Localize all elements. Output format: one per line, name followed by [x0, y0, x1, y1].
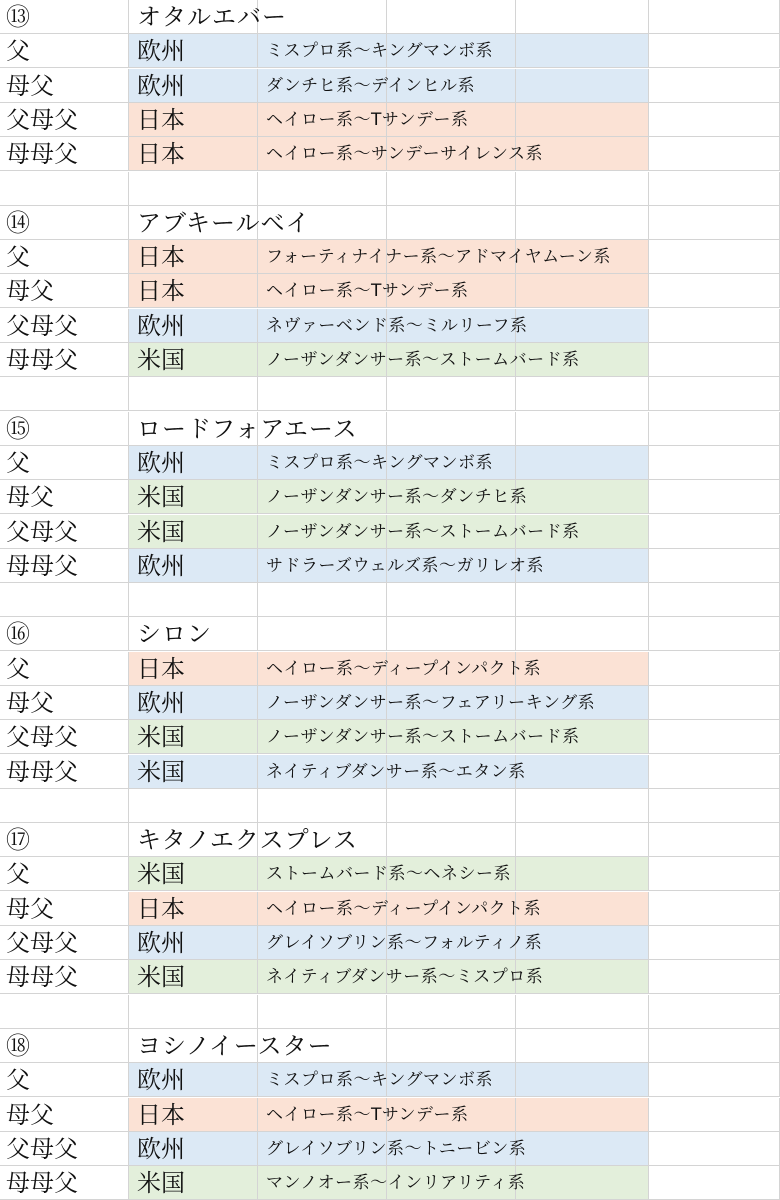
grid-cell[interactable]	[649, 69, 780, 103]
grid-cell[interactable]	[649, 240, 780, 274]
horse-name: ロードフォアエース	[137, 415, 358, 443]
pedigree-row	[0, 137, 780, 171]
pedigree-role: 父母父	[6, 312, 78, 340]
grid-cell[interactable]	[516, 995, 649, 1029]
grid-cell[interactable]	[649, 343, 780, 377]
horse-header-row	[0, 617, 780, 651]
grid-cell[interactable]	[258, 377, 387, 411]
lineage-label: ヘイロー系〜Tサンデー系	[266, 1105, 469, 1125]
lineage-label: ネヴァーベンド系〜ミルリーフ系	[266, 316, 528, 336]
pedigree-row	[0, 446, 780, 480]
region-label: 欧州	[137, 72, 185, 100]
grid-cell[interactable]	[387, 377, 516, 411]
pedigree-row	[0, 1098, 780, 1132]
lineage-label: サドラーズウェルズ系〜ガリレオ系	[266, 556, 544, 576]
horse-name: ヨシノイースター	[137, 1032, 333, 1060]
horse-name: キタノエクスプレス	[137, 826, 358, 854]
grid-cell[interactable]	[516, 583, 649, 617]
pedigree-role: 父母父	[6, 723, 78, 751]
grid-cell[interactable]	[649, 755, 780, 789]
horse-number: ⑮	[6, 415, 30, 443]
grid-cell[interactable]	[387, 995, 516, 1029]
grid-cell[interactable]	[129, 377, 258, 411]
pedigree-row	[0, 857, 780, 891]
region-label: 日本	[137, 1101, 185, 1129]
grid-cell[interactable]	[516, 274, 649, 308]
grid-cell[interactable]	[387, 617, 516, 651]
pedigree-role: 父	[6, 860, 30, 888]
grid-cell[interactable]	[129, 172, 258, 206]
lineage-label: ダンチヒ系〜デインヒル系	[266, 76, 475, 96]
pedigree-row	[0, 1166, 780, 1200]
grid-cell[interactable]	[649, 480, 780, 514]
pedigree-role: 父	[6, 449, 30, 477]
grid-cell[interactable]	[649, 515, 780, 549]
grid-cell[interactable]	[649, 1166, 780, 1200]
pedigree-role: 父	[6, 243, 30, 271]
grid-cell[interactable]	[387, 789, 516, 823]
pedigree-role: 母父	[6, 72, 54, 100]
region-label: 欧州	[137, 929, 185, 957]
grid-cell[interactable]	[516, 377, 649, 411]
grid-cell[interactable]	[0, 172, 129, 206]
grid-cell[interactable]	[129, 789, 258, 823]
grid-cell[interactable]	[516, 0, 649, 34]
lineage-label: ミスプロ系〜キングマンボ系	[266, 453, 493, 473]
pedigree-row	[0, 960, 780, 994]
pedigree-row	[0, 240, 780, 274]
pedigree-role: 母父	[6, 483, 54, 511]
grid-cell[interactable]	[129, 583, 258, 617]
lineage-label: ミスプロ系〜キングマンボ系	[266, 1070, 493, 1090]
grid-cell[interactable]	[516, 480, 649, 514]
grid-cell[interactable]	[516, 172, 649, 206]
pedigree-row	[0, 892, 780, 926]
horse-header-row	[0, 206, 780, 240]
region-label: 米国	[137, 518, 185, 546]
pedigree-role: 父	[6, 37, 30, 65]
grid-cell[interactable]	[516, 103, 649, 137]
grid-cell[interactable]	[387, 172, 516, 206]
pedigree-row	[0, 1063, 780, 1097]
spacer-row	[0, 995, 780, 1029]
grid-cell[interactable]	[516, 789, 649, 823]
grid-cell[interactable]	[387, 1029, 516, 1063]
grid-cell[interactable]	[516, 617, 649, 651]
grid-cell[interactable]	[649, 274, 780, 308]
pedigree-role: 母母父	[6, 1169, 78, 1197]
spacer-row	[0, 583, 780, 617]
pedigree-row	[0, 480, 780, 514]
pedigree-role: 父母父	[6, 106, 78, 134]
lineage-label: ネイティブダンサー系〜ミスプロ系	[266, 967, 544, 987]
lineage-label: ノーザンダンサー系〜ストームバード系	[266, 727, 580, 747]
pedigree-role: 父	[6, 1066, 30, 1094]
grid-cell[interactable]	[649, 1132, 780, 1166]
region-label: 欧州	[137, 312, 185, 340]
grid-cell[interactable]	[649, 857, 780, 891]
grid-cell[interactable]	[649, 926, 780, 960]
lineage-label: ヘイロー系〜Tサンデー系	[266, 110, 469, 130]
grid-cell[interactable]	[516, 69, 649, 103]
pedigree-row	[0, 34, 780, 68]
lineage-label: ノーザンダンサー系〜ダンチヒ系	[266, 487, 528, 507]
grid-cell[interactable]	[387, 823, 516, 857]
grid-cell[interactable]	[649, 309, 780, 343]
lineage-label: ミスプロ系〜キングマンボ系	[266, 41, 493, 61]
lineage-label: ヘイロー系〜ディープインパクト系	[266, 899, 542, 919]
horse-header-row	[0, 823, 780, 857]
pedigree-row	[0, 69, 780, 103]
pedigree-row	[0, 343, 780, 377]
pedigree-row	[0, 515, 780, 549]
region-label: 欧州	[137, 1135, 185, 1163]
lineage-label: ヘイロー系〜ディープインパクト系	[266, 659, 542, 679]
region-label: 米国	[137, 346, 185, 374]
grid-cell[interactable]	[516, 1098, 649, 1132]
grid-cell[interactable]	[649, 1098, 780, 1132]
grid-cell[interactable]	[387, 412, 516, 446]
region-label: 米国	[137, 758, 185, 786]
grid-cell[interactable]	[649, 892, 780, 926]
grid-cell[interactable]	[649, 446, 780, 480]
pedigree-row	[0, 274, 780, 308]
lineage-label: ヘイロー系〜サンデーサイレンス系	[266, 144, 544, 164]
region-label: 欧州	[137, 552, 185, 580]
grid-cell[interactable]	[649, 0, 780, 34]
pedigree-role: 母母父	[6, 346, 78, 374]
spacer-row	[0, 377, 780, 411]
grid-cell[interactable]	[649, 549, 780, 583]
region-label: 日本	[137, 243, 185, 271]
pedigree-row	[0, 309, 780, 343]
lineage-label: ノーザンダンサー系〜フェアリーキング系	[266, 693, 596, 713]
grid-cell[interactable]	[516, 34, 649, 68]
pedigree-role: 母母父	[6, 140, 78, 168]
region-label: 米国	[137, 723, 185, 751]
grid-cell[interactable]	[516, 309, 649, 343]
region-label: 日本	[137, 140, 185, 168]
pedigree-row	[0, 652, 780, 686]
grid-cell[interactable]	[258, 789, 387, 823]
pedigree-role: 母父	[6, 277, 54, 305]
region-label: 日本	[137, 655, 185, 683]
pedigree-row	[0, 103, 780, 137]
horse-name: シロン	[137, 620, 212, 648]
horse-header-row	[0, 1029, 780, 1063]
horse-header-row	[0, 0, 780, 34]
grid-cell[interactable]	[516, 412, 649, 446]
horse-name: アブキールベイ	[137, 209, 311, 237]
grid-cell[interactable]	[0, 789, 129, 823]
grid-cell[interactable]	[516, 1063, 649, 1097]
lineage-label: ネイティブダンサー系〜エタン系	[266, 762, 526, 782]
pedigree-row	[0, 1132, 780, 1166]
region-label: 米国	[137, 963, 185, 991]
grid-cell[interactable]	[649, 34, 780, 68]
grid-cell[interactable]	[516, 206, 649, 240]
grid-cell[interactable]	[387, 0, 516, 34]
region-label: 米国	[137, 860, 185, 888]
grid-cell[interactable]	[516, 1132, 649, 1166]
pedigree-role: 父母父	[6, 518, 78, 546]
lineage-label: ノーザンダンサー系〜ストームバード系	[266, 350, 580, 370]
pedigree-role: 母父	[6, 1101, 54, 1129]
pedigree-row	[0, 720, 780, 754]
region-label: 日本	[137, 895, 185, 923]
grid-cell[interactable]	[258, 583, 387, 617]
pedigree-row	[0, 686, 780, 720]
grid-cell[interactable]	[0, 995, 129, 1029]
grid-cell[interactable]	[649, 995, 780, 1029]
spacer-row	[0, 789, 780, 823]
grid-cell[interactable]	[0, 583, 129, 617]
spacer-row	[0, 172, 780, 206]
grid-cell[interactable]	[516, 1166, 649, 1200]
pedigree-role: 母母父	[6, 552, 78, 580]
horse-number: ⑬	[6, 3, 30, 31]
grid-cell[interactable]	[649, 686, 780, 720]
grid-cell[interactable]	[387, 583, 516, 617]
grid-cell[interactable]	[649, 412, 780, 446]
grid-cell[interactable]	[258, 995, 387, 1029]
pedigree-role: 父母父	[6, 1135, 78, 1163]
pedigree-row	[0, 755, 780, 789]
grid-cell[interactable]	[516, 823, 649, 857]
grid-cell[interactable]	[649, 652, 780, 686]
grid-cell[interactable]	[649, 617, 780, 651]
grid-cell[interactable]	[649, 720, 780, 754]
pedigree-role: 父母父	[6, 929, 78, 957]
pedigree-role: 母父	[6, 689, 54, 717]
grid-cell[interactable]	[516, 857, 649, 891]
lineage-label: ストームバード系〜ヘネシー系	[266, 864, 511, 884]
horse-number: ⑯	[6, 620, 30, 648]
region-label: 日本	[137, 106, 185, 134]
region-label: 欧州	[137, 37, 185, 65]
horse-name: オタルエバー	[137, 3, 287, 31]
region-label: 欧州	[137, 449, 185, 477]
grid-cell[interactable]	[516, 755, 649, 789]
lineage-label: フォーティナイナー系〜アドマイヤムーン系	[266, 247, 611, 267]
grid-cell[interactable]	[516, 446, 649, 480]
grid-cell[interactable]	[649, 583, 780, 617]
lineage-label: グレイソブリン系〜トニービン系	[266, 1139, 527, 1159]
region-label: 欧州	[137, 1066, 185, 1094]
lineage-label: ノーザンダンサー系〜ストームバード系	[266, 522, 580, 542]
lineage-label: ヘイロー系〜Tサンデー系	[266, 281, 469, 301]
horse-number: ⑰	[6, 826, 30, 854]
horse-number: ⑱	[6, 1032, 30, 1060]
grid-cell[interactable]	[258, 617, 387, 651]
grid-cell[interactable]	[649, 172, 780, 206]
pedigree-row	[0, 549, 780, 583]
pedigree-role: 父	[6, 655, 30, 683]
pedigree-role: 母父	[6, 895, 54, 923]
grid-cell[interactable]	[129, 995, 258, 1029]
grid-cell[interactable]	[516, 1029, 649, 1063]
grid-cell[interactable]	[649, 137, 780, 171]
region-label: 米国	[137, 483, 185, 511]
grid-cell[interactable]	[258, 172, 387, 206]
grid-cell[interactable]	[0, 377, 129, 411]
grid-cell[interactable]	[649, 823, 780, 857]
pedigree-role: 母母父	[6, 963, 78, 991]
lineage-label: グレイソブリン系〜フォルティノ系	[266, 933, 543, 953]
horse-number: ⑭	[6, 209, 30, 237]
pedigree-row	[0, 926, 780, 960]
grid-cell[interactable]	[649, 103, 780, 137]
grid-cell[interactable]	[649, 1063, 780, 1097]
pedigree-role: 母母父	[6, 758, 78, 786]
grid-cell[interactable]	[649, 960, 780, 994]
region-label: 日本	[137, 277, 185, 305]
grid-cell[interactable]	[649, 206, 780, 240]
region-label: 米国	[137, 1169, 185, 1197]
region-label: 欧州	[137, 689, 185, 717]
horse-header-row	[0, 412, 780, 446]
lineage-label: マンノオー系〜インリアリティ系	[266, 1173, 526, 1193]
grid-cell[interactable]	[649, 377, 780, 411]
grid-cell[interactable]	[649, 789, 780, 823]
grid-cell[interactable]	[649, 1029, 780, 1063]
grid-cell[interactable]	[387, 206, 516, 240]
